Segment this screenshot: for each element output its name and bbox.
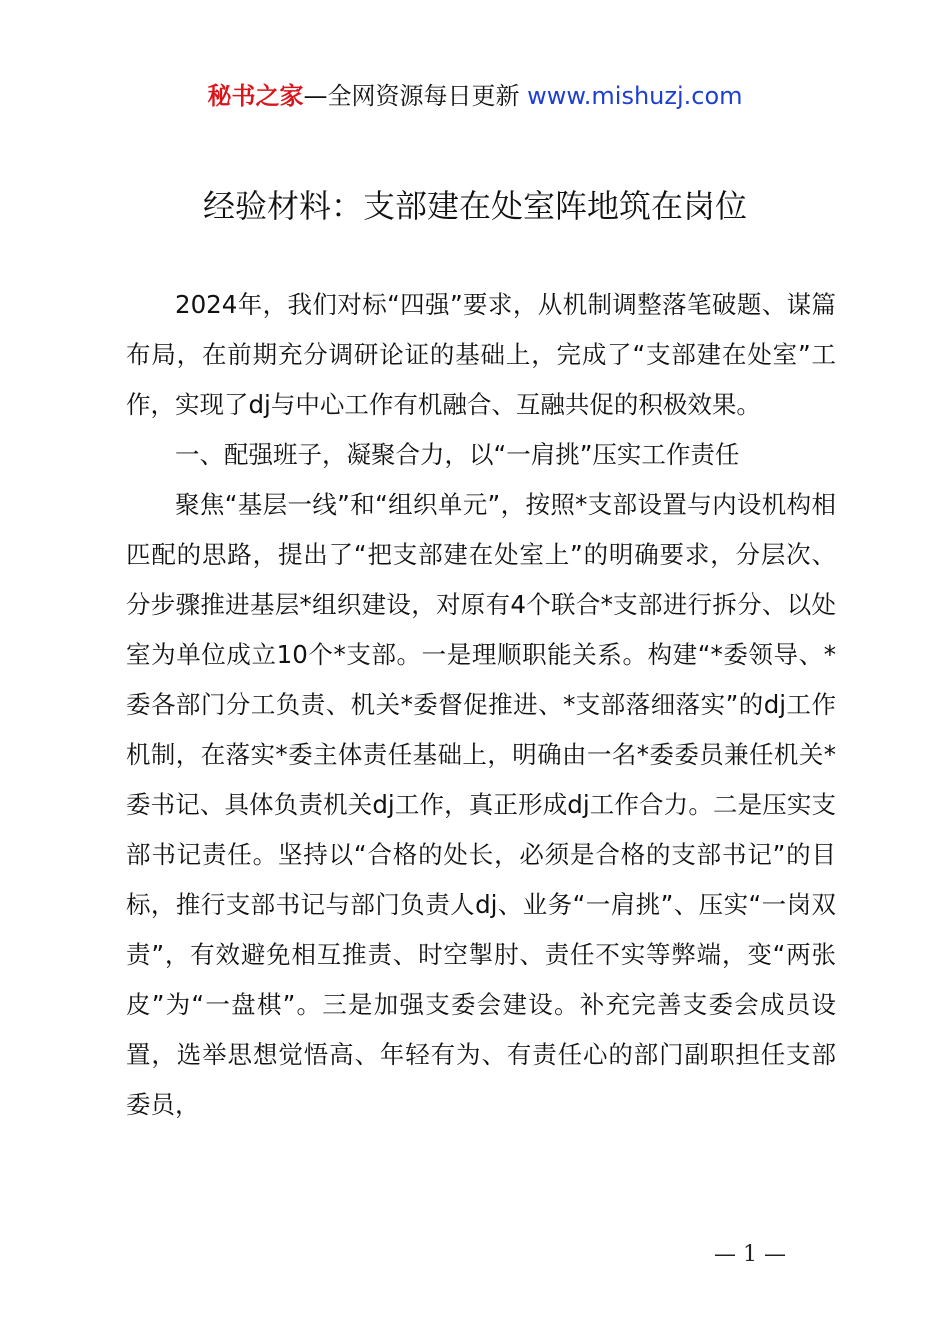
section-paragraph: 聚焦“基层一线”和“组织单元”，按照*支部设置与内设机构相匹配的思路，提出了“把支部建在处室上”的明确要求，分层次、分步骤推进基层*组织建设，对原有4个联合*支部进行拆分、以处室为单位成立10个*支部。一是理顺职能关系。构建“*委领导、*委各部门分工负责、机关*委督促推进、*支部落细落实”的dj工作机制，在落实*委主体责任基础上，明确由一名*委委员兼任机关*委书记、具体负责机关dj工作，真正形成dj工作合力。二是压实支部书记责任。坚持以“合格的处长，必须是合格的支部书记”的目标，推行支部书记与部门负责人dj、业务“一肩挑”、压实“一岗双责”，有效避免相互推责、时空掣肘、责任不实等弊端，变“两张皮”为“一盘棋”。三是加强支委会建设。补充完善支委会成员设置，选举思想觉悟高、年轻有为、有责任心的部门副职担任支部委员， xyxy=(126,490,836,1119)
section-heading: 一、配强班子，凝聚合力，以“一肩挑”压实工作责任 xyxy=(175,440,740,469)
document-body xyxy=(126,280,836,1130)
site-brand: 秘书之家 xyxy=(207,82,304,110)
site-tagline: —全网资源每日更新 xyxy=(303,82,520,110)
document-title: 经验材料：支部建在处室阵地筑在岗位 xyxy=(202,187,747,225)
page-number: — 1 — xyxy=(714,1242,786,1267)
intro-paragraph: 2024年，我们对标“四强”要求，从机制调整落笔破题、谋篇布局，在前期充分调研论证的基础上，完成了“支部建在处室”工作，实现了dj与中心工作有机融合、互融共促的积极效果。 xyxy=(126,290,836,419)
site-header xyxy=(0,78,950,114)
site-url-link[interactable]: www.mishuzj.com xyxy=(527,82,743,110)
